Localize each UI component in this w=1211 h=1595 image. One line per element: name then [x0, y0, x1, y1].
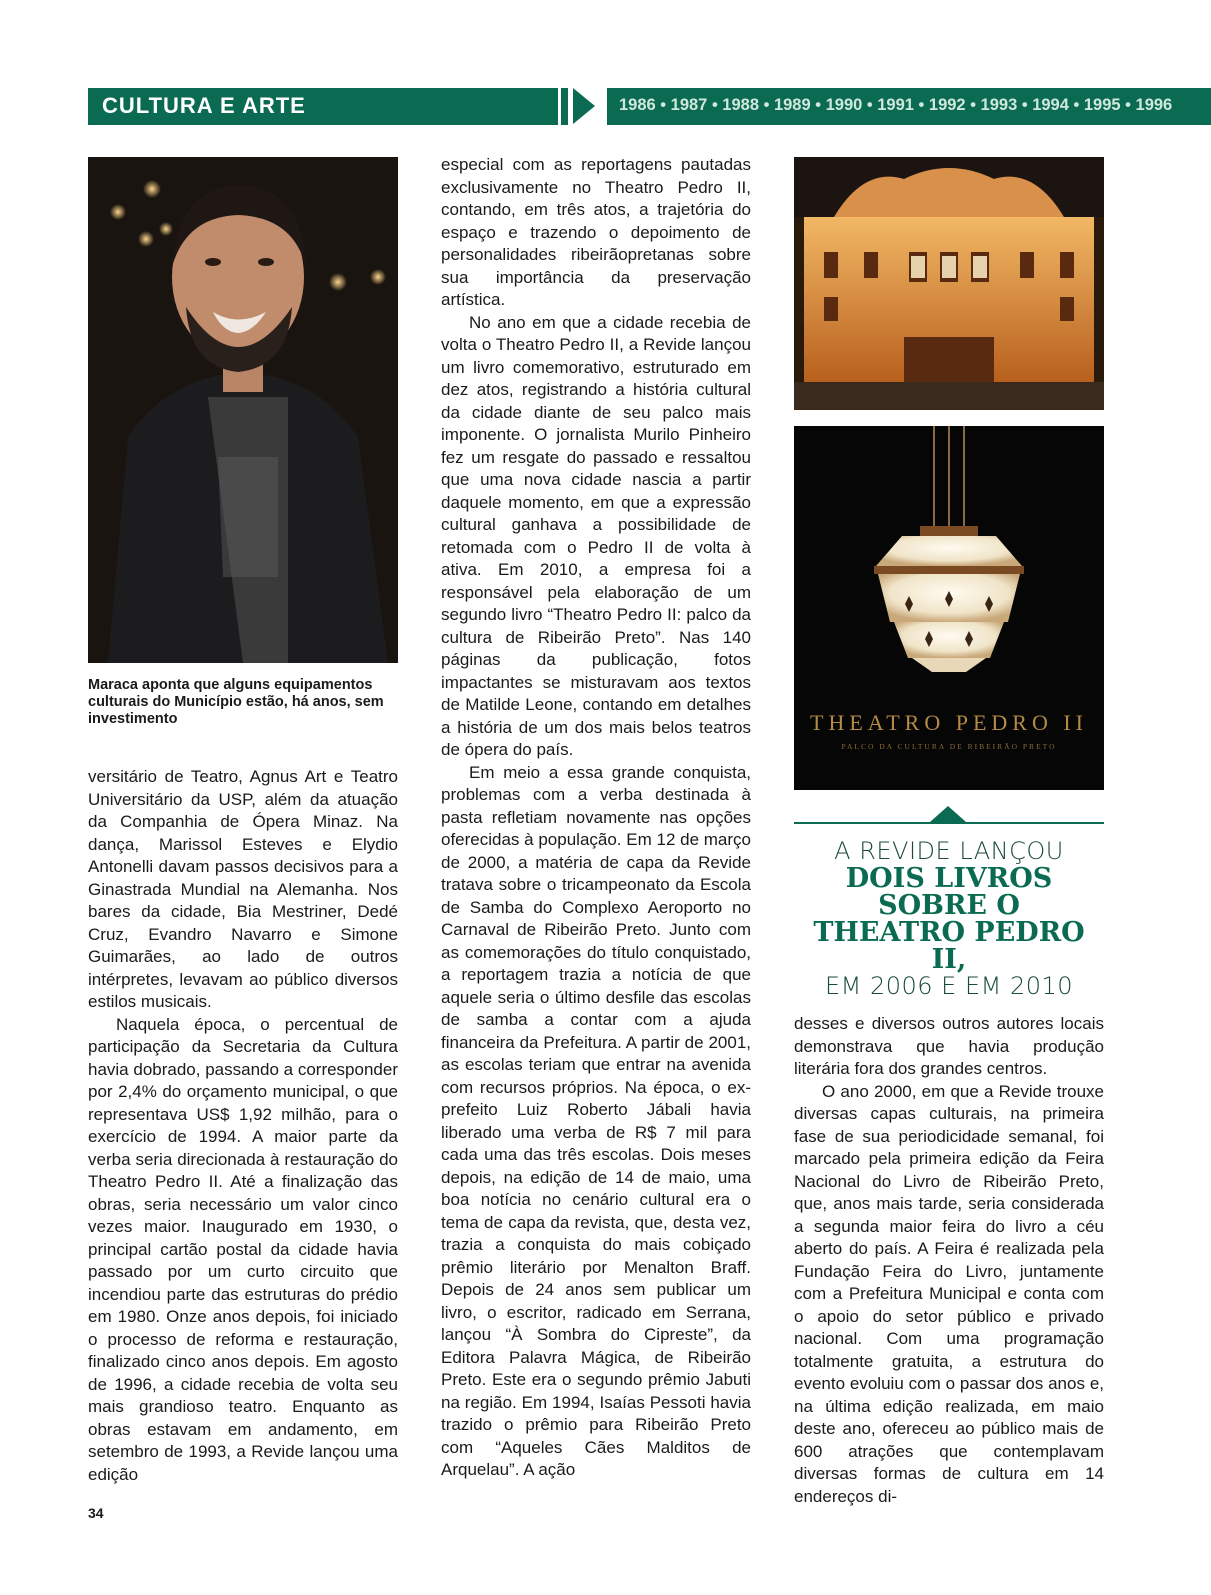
paragraph: O ano 2000, em que a Revide trouxe diversas capas culturais, na primeira fase de sua periodicidade semanal, foi marcado pela primeira edição da Feira Nacional do Livro de Ribeirão Preto, que, anos mais tarde, seria considerada a segunda maior feira do livro a céu aberto do país. A Feira é realizada pela Fundação Feira do Livro, juntamente com a Prefeitura Municipal e conta com o apoio do setor público e privado nacional. Com uma programação totalmente gratuita, a estrutura do evento evoluiu com o passar dos anos e, na última edição realizada, em maio deste ano, ofereceu ao público mais de 600 atrações que contemplavam diversas formas de cultura em 14 endereços di- [794, 1081, 1104, 1506]
pullquote-line-2: DOIS LIVROS [845, 863, 1053, 894]
pullquote-line-5: EM 2006 E EM 2010 [824, 972, 1074, 1000]
paragraph: Em meio a essa grande conquista, problemas com a verba destinada à pasta refletiam novamente nas opções oferecidas à população. Em 12 de março de 2000, a matéria de capa da Revide tratava sobre o tricampeonato da Escola de Samba do Complexo Aeroporto no Carnaval de Ribeirão Preto. Junto com as comemorações do título conquistado, a reportagem trazia a notícia de que aquele seria o último desfile das escolas de samba a contar com a ajuda financeira da Prefeitura. A partir de 2001, as escolas teriam que entrar na avenida com recursos próprios. Na época, o ex-prefeito Luiz Roberto Jábali havia liberado uma verba de R$ 7 mil para cada uma das três escolas. Dois meses depois, na edição de 14 de maio, uma boa notícia no cenário cultural era o tema de capa da revista, que, desta vez, trazia a conquista do mais cobiçado prêmio literário por Menalton Braff. Depois de 24 anos sem publicar um livro, o escritor, radicado em Serrana, lançou “À Sombra do Cipreste”, da Editora Palavra Mágica, de Ribeirão Preto. Este era o segundo prêmio Jabuti na região. Em 1994, Isaías Pessoti havia trazido o prêmio para Ribeirão Preto com “Aqueles Cães Malditos de Arquelau”. A ação [441, 762, 751, 1479]
article-column-1 [88, 766, 398, 1486]
timeline-years: 1986 • 1987 • 1988 • 1989 • 1990 • 1991 • 1992 • 1993 • 1994 • 1995 • 1996 [619, 96, 1173, 114]
pullquote-triangle-icon [930, 806, 966, 822]
paragraph: desses e diversos outros autores locais demonstrava que havia produção literária fora dos grandes centros. [794, 1014, 1104, 1078]
pullquote-line-3: SOBRE O [878, 890, 1020, 921]
section-title: CULTURA E ARTE [102, 93, 306, 118]
article-column-3 [794, 1013, 1104, 1508]
paragraph: versitário de Teatro, Agnus Art e Teatro Universitário da USP, além da atuação da Companhia de Ópera Minaz. Na dança, Marissol Esteves e Elydio Antonelli davam passos decisivos para a Ginastrada Mundial na Alemanha. Nos bares da cidade, Bia Mestriner, Dedé Cruz, Evandro Navarro e Simone Guimarães, ao lado de outros intérpretes, levavam ao público diversos estilos musicais. [88, 767, 398, 1011]
paragraph: especial com as reportagens pautadas exclusivamente no Theatro Pedro II, contando, em três atos, a trajetória do espaço e trazendo o depoimento de personalidades ribeirãopretanas sobre sua importância da preservação artística. [441, 155, 751, 309]
pullquote [794, 838, 1104, 1000]
theatre-photo [794, 157, 1104, 410]
pullquote-rule [794, 822, 1104, 824]
photo-caption: Maraca aponta que alguns equipamentos culturais do Município estão, há anos, sem investimento [88, 677, 384, 727]
header-divider-bar [561, 88, 568, 125]
portrait-photo [88, 157, 398, 663]
paragraph: Naquela época, o percentual de participação da Secretaria da Cultura havia dobrado, passando a corresponder por 2,4% do orçamento municipal, o que representava US$ 1,92 milhão, para o exercício de 1994. A maior parte da verba seria direcionada à restauração do Theatro Pedro II. Até a finalização das obras, seria necessário um valor cinco vezes maior. Inaugurado em 1930, o principal cartão postal da cidade havia passado por um curto circuito que incendiou parte das estruturas do prédio em 1980. Onze anos depois, foi iniciado o processo de reforma e restauração, finalizado cinco anos depois. Em agosto de 1996, a cidade recebia de volta seu mais grandioso teatro. Enquanto as obras estavam em andamento, em setembro de 1993, a Revide lançou uma edição [88, 1014, 398, 1484]
book-cover-subtitle: PALCO DA CULTURA DE RIBEIRÃO PRETO [841, 742, 1057, 751]
paragraph: No ano em que a cidade recebia de volta o Theatro Pedro II, a Revide lançou um livro comemorativo, estruturado em dez atos, registrando a história cultural da cidade diante de seu palco mais imponente. O jornalista Murilo Pinheiro fez um resgate do passado e ressaltou que uma nova cidade nascia a partir daquele momento, em que a expressão cultural ganhava a possibilidade de retomada com o Pedro II de volta à ativa. Em 2010, a empresa foi a responsável pela elaboração de um segundo livro “Theatro Pedro II: palco da cultura de Ribeirão Preto”. Nas 140 páginas da publicação, fotos impactantes se misturavam aos textos de Matilde Leone, contando em detalhes a história de um dos mais belos teatros de ópera do país. [441, 312, 751, 759]
pullquote-line-4: THEATRO PEDRO II, [813, 917, 1085, 975]
pullquote-line-1: A REVIDE LANÇOU [834, 837, 1064, 865]
page-number: 34 [88, 1505, 104, 1521]
article-column-2 [441, 154, 751, 1482]
section-header [88, 88, 558, 125]
header-arrow-icon [573, 88, 595, 124]
book-cover [794, 426, 1104, 790]
timeline-header [607, 88, 1211, 125]
book-cover-title: THEATRO PEDRO II [810, 710, 1088, 735]
